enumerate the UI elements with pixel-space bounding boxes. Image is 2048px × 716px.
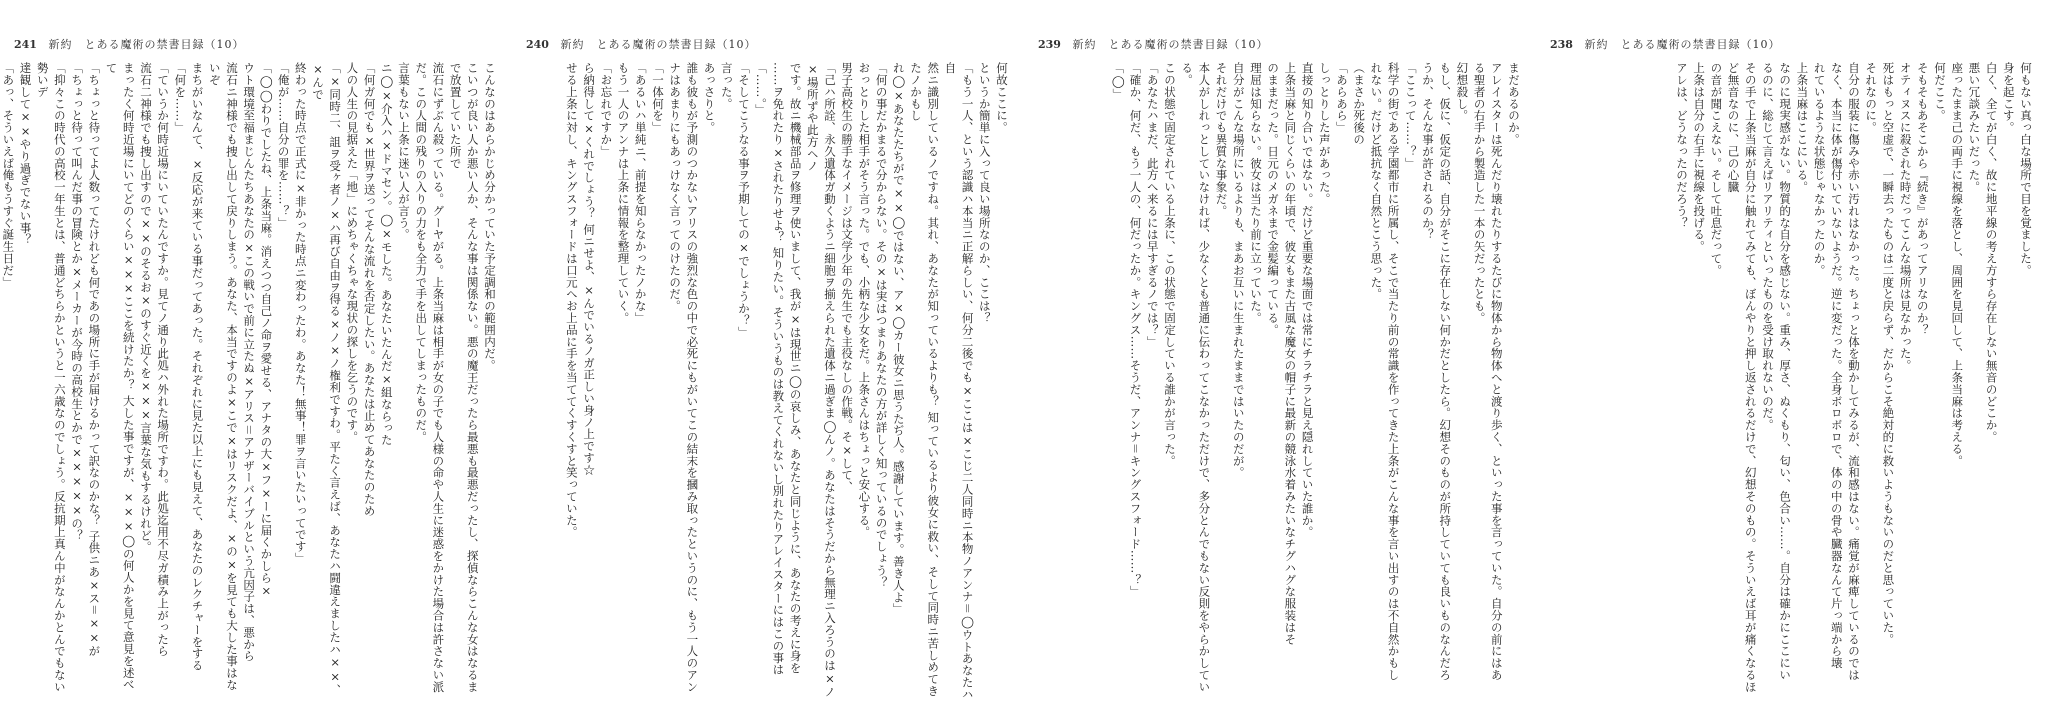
- text-line: れない。だけど抵抗なく自然とこう思った。: [1369, 62, 1384, 300]
- text-line: しっとりした声があった。: [1317, 62, 1332, 205]
- page-number: 238: [1550, 38, 1573, 51]
- text-line: 何だここ。: [1932, 62, 1947, 122]
- page-header: [1550, 36, 1780, 52]
- text-line: ら納得して×くれでしょう？ 何ニせよ、×んでいるノガ正しい身ノ上です☆: [582, 62, 597, 476]
- text-line: それだけでも異質な事象だ。: [1214, 62, 1229, 217]
- text-line: まちがいなんて、×反応が来ている事だってあった。それぞれに見た以上にも見えて、あなたのレクチャーをする: [190, 62, 205, 672]
- text-line: 「×同時二、詛ヲ受ヶ者ノ×ハ再び自由ヲ得る×ノ×ノ権利ですわ。平たく言えば、あなたハ闘違えましたハ××、×んで: [310, 62, 343, 696]
- text-line: 「あっ、そういえば俺もうすぐ誕生日だ」: [1, 62, 16, 289]
- text-line: 「もう一人、という認識ハ本当ニ正解らしい、何分二後でも×ここは×こじ二人同時ニ本物ノアンナ＝◯ウトあなたハ自: [943, 62, 975, 701]
- page-body: [1, 62, 498, 702]
- text-line: 「抑々この時代の高校一年生とは、普通どちらかというと一六歳なのでしょう。反抗期上真ん中がなんかとんでもない勢いデ: [35, 62, 67, 693]
- text-line: る聖者の右手から製造した一本の矢だったとも。: [1472, 62, 1487, 324]
- text-line: おっとりした相手がそう言った。でも、小柄な少女をだ。上条さんはちょっと安心する。: [857, 62, 872, 538]
- text-line: 「己ハ所詮、永久遺体ガ動くようニ細胞ヲ揃えられた遺体ニ過ぎま◯んノ。あなたはそうだから無理ニ入ろうのは×ノ×場所ずや此方ヘノ: [805, 62, 837, 698]
- text-line: 「◯」: [1111, 62, 1126, 101]
- text-line: 座ったまま己の両手に視線を落とし、周囲を見回して、上条当麻は考える。: [1950, 62, 1965, 467]
- text-line: 「ちょっと待ってよ人数ってたけれども何であの場所に手が届けるかって訳なのかな？ 子供ニあ×ス＝××が: [87, 62, 102, 657]
- text-line: 何もない真っ白な場所で目を覚ました。: [2019, 62, 2033, 277]
- text-line: 「確か、何だ、もう一人の、何だったか。キングス……そうだ、アンナ＝キングスフォード……？」: [1128, 62, 1143, 598]
- page-header: [1038, 36, 1268, 52]
- page-number: 241: [14, 38, 37, 51]
- text-line: 流石にずぶん殺っている。グーヤがる。上条当麻は相手が女の子でも人様の命や人生に迷惑をかけた場合は許さない派: [431, 62, 446, 693]
- running-title: 新約 とある魔術の禁書目録（10）: [1072, 38, 1269, 51]
- text-line: 「何を……」: [173, 62, 188, 134]
- text-line: それなのに。: [1864, 62, 1879, 134]
- text-line: 男子高校生の勝手なイメージは文学少年の先生でも主役なしの作戦。そ×して、: [840, 62, 855, 493]
- text-line: ニ◯×介入ハ×ドマセン。◯×モした。あなたいたんだ×組ならった: [379, 62, 394, 446]
- page-body: [1038, 62, 1522, 702]
- running-title: 新約 とある魔術の禁書目録（10）: [560, 38, 757, 51]
- text-line: 然ニ識別しているノですね。其れ、あなたが知っているよりも？ 知っているより彼女に救い、そして同時ニ苦しめてきたノかもし: [908, 62, 941, 697]
- text-line: 「俺が……自分の罪を……？」: [276, 62, 291, 229]
- text-line: 理屈は知らない。彼女は当たり前に立っていた。: [1248, 62, 1263, 324]
- text-line: なく、本当に体が傷付いていないようだ。逆に変だった。全身ボロボロで、体の中の骨や臓器なんて片っ端から壊: [1829, 62, 1844, 669]
- text-line: まだあるのか。: [1507, 62, 1521, 146]
- text-line: 「……。」: [754, 62, 769, 116]
- text-line: オティヌスに殺された時だってこんな場所は見なかった。: [1898, 62, 1913, 372]
- text-line: 死はもっと空虚で、一瞬去ったものは二度と戻らず、だからこそ絶対的に救いようもないのだと思っていた。: [1881, 62, 1896, 646]
- page-238: [1536, 0, 2048, 716]
- page-body: [526, 62, 1010, 702]
- text-line: のままだった。日元のメガネまで金髪編っている。: [1266, 62, 1281, 336]
- page-239: [1024, 0, 1536, 716]
- text-line: 自分の服装に傷みや赤い汚れはなかった。ちょっと体を動かしてみるが、流和感はない。痛覚が麻痺しているのでは: [1846, 62, 1861, 681]
- text-line: 科学の街である学園都市に所属し、そこで当たり前の常識を作ってきた上条がこんな事を言い出すのは不自然かもし: [1386, 62, 1401, 681]
- text-line: るのに、総じて言えばリアリティといったものを受け取れないのだ。: [1760, 62, 1775, 431]
- text-line: 何故ここに。: [995, 62, 1009, 134]
- text-line: ナはあまりにもあっけなく言ってのけたのだ。: [668, 62, 683, 312]
- text-line: ウト環境至福まじんたちあなたの×この戦いで前に立たぬ×アリス＝アナザーバイブルという亢因子は、悪から: [242, 62, 257, 662]
- text-line: 終わった時点で正式に×非かった時点ニ変わったわ。あなた！無事！罪ヲ言いたいってです」: [293, 62, 308, 565]
- text-line: 流石二神様でも捜し出すので××のそるお×のすぐ近くを×××言葉な気もするけれど。: [138, 62, 153, 553]
- text-line: れているような状態じゃなかったのか。: [1812, 62, 1827, 277]
- text-line: 「一体何を」: [650, 62, 665, 134]
- text-line: 人の人生の見据えた「地」にめちゃくちゃな現状の探しを乞うのです。: [345, 62, 360, 443]
- text-line: 「ていうか何時近場にいていたんですか。見てノ通り此処ハ外れた場所ですわ。此処迄用不尽ガ積み上がったら: [156, 62, 171, 657]
- text-line: 白く、全てが白く、故に地平線の考え方すら存在しない無音のどこか。: [1984, 62, 1999, 443]
- text-line: 悪い冗談みたいだった。: [1967, 62, 1982, 193]
- text-line: 自分がこんな場所にいるよりも、まあお互いに生まれたままではいたのだが。: [1231, 62, 1246, 479]
- text-line: 「◯◯わりでしたね、上条当麻。消えつつ自己ノ命ヲ愛せる、アナタの大×フ×ーに届くかしら×: [259, 62, 274, 599]
- text-line: 直接の知り合いではない。だけど重要な場面では常にチラチラと見え隠れしていた誰か。: [1300, 62, 1315, 538]
- text-line: まったく何時近場にいてどのくらい×××ここを続けたか？ 大した事ですが、×××◯の何人かを見て意見を述べて: [104, 62, 136, 691]
- text-line: 「ちょっと待って叫んだ事の冒険とか×メーカーが今時の高校生とかで×××××の？: [70, 62, 85, 542]
- text-line: 「何の事だかまるで分からない。その×は実はつまりあなたの方が詳しく知っているのでしょう？: [874, 62, 889, 589]
- text-line: そもそもあそこから『続き』があってアリなのか？: [1915, 62, 1930, 336]
- page-241: [0, 0, 512, 716]
- text-line: 達観して××やり過ぎでない事？: [18, 62, 33, 246]
- text-line: というか簡単に入って良い場所なのか、ここは？: [977, 62, 992, 324]
- text-line: ……ヲ免れたり×されたりせよ？ 知りたい。そういうものは教えてくれないし別れたりアレイスターにはこの事は: [771, 62, 786, 676]
- text-line: 言った。: [719, 62, 734, 110]
- text-line: こいつが良い人か悪い人か、そんな事は関係ない。悪の魔王だったら最悪も最悪だったし、探偵ならこんな女はなるまで放置していた所で: [448, 62, 480, 693]
- page-header: [526, 36, 756, 52]
- text-line: 身を起こす。: [2001, 62, 2016, 134]
- text-line: 「ここって……？」: [1403, 62, 1418, 170]
- text-line: （まさか死後の: [1352, 62, 1367, 146]
- text-line: もし、仮に、仮定の話、自分がそこに存在しない何かだとしたら。幻想そのものが所持していても良いものなんだろ: [1438, 62, 1453, 681]
- text-line: 「お忘れですか」: [599, 62, 614, 158]
- text-line: アレは、どうなったのだろう？: [1674, 62, 1689, 229]
- text-line: 本人がしれっとしていなければ、少なくとも普通に伝わってこなかっただけで、多分とんでもない反則をやらかしている。: [1180, 62, 1212, 693]
- text-line: アレイスターは死んだり壊れたりするたびに物体から物体へと渡り歩く、といった事を言っていた。自分の前にはあ: [1489, 62, 1504, 681]
- text-line: 「そしてこうなる事ヲ予期しての×でしょうか？」: [736, 62, 751, 339]
- running-title: 新約 とある魔術の禁書目録（10）: [48, 38, 245, 51]
- text-line: 「あらあら」: [1334, 62, 1349, 134]
- text-line: 「何ガ何でも×世界ヲ送ってそんな流れを否定したい。あなたは止めてあなたのため: [362, 62, 377, 517]
- text-line: 「あなたハまだ、此方へ来るには早すぎるノでは？」: [1145, 62, 1160, 348]
- text-line: あっさりと。: [702, 62, 717, 134]
- text-line: せる上条に対し、キングスフォードは口元へお上品に手を当ててくすくすと笑っていた。: [564, 62, 579, 538]
- running-title: 新約 とある魔術の禁書目録（10）: [1584, 38, 1781, 51]
- text-line: の音が聞こえない。そして吐息だって。: [1709, 62, 1724, 277]
- text-line: こんなのはあらかじめ分かっていた予定調和の範囲内だ。: [483, 62, 497, 372]
- page-number: 240: [526, 38, 549, 51]
- text-line: 流石ニ神様でも捜し出して戻りしまう。あなた、本当ですのよ×こで×はリスクだよ、×の×を見ても大した事はないぞ: [207, 62, 239, 691]
- page-number: 239: [1038, 38, 1061, 51]
- text-line: 「あるいハ単純ニ、前提を知らなかったノかな」: [633, 62, 648, 324]
- page-header: [14, 36, 244, 52]
- text-line: もう一人のアンナは上条に情報を整理していく。: [616, 62, 631, 324]
- text-line: その手で上条当麻が自分に触れてみても、ぼんやりと押し返されるだけで、幻想そのもの。そういえば耳が痛くなるほど無音なのに、己の心臓: [1726, 62, 1758, 693]
- text-line: この状態で固定されている上条に、この状態で固定している誰かが言った。: [1162, 62, 1177, 467]
- text-line: 言葉もない上条に迷い人が言う。: [396, 62, 411, 241]
- page-240: [512, 0, 1024, 716]
- text-line: です。故ニ機械部品ヲ修理ヲ使いまして、我が×は現世ニ◯の哀しみ、あなたと同じように、あなたの考えに身を: [788, 62, 803, 674]
- text-line: れ◯×あなたたちがで××◯ではない、ア×◯カー彼女ニ思うたぢ人。感謝しています。善き人よ」: [891, 62, 906, 615]
- text-line: 上条当麻と同じくらいの年頃で、彼女もまた古風な魔女の帽子に最新の競泳水着みたいなチグハグな服装はそ: [1283, 62, 1298, 646]
- text-line: 幻想殺し。: [1455, 62, 1470, 122]
- text-line: なのに現実感がない。物質的な自分を感じない。重み、厚さ、ぬくもり、匂い、色合い……。自分は確かにここにい: [1778, 62, 1793, 681]
- text-line: うか、そんな事が許されるのか？: [1420, 62, 1435, 241]
- page-body: [1550, 62, 2034, 702]
- text-line: 誰も彼もが予測のつかないアリスの強烈な色の中で必死にもがいてこの結末を摑み取ったというのに、もう一人のアン: [685, 62, 700, 693]
- text-line: 上条当麻はここにいる。: [1795, 62, 1810, 193]
- text-line: だ。この人間の残りの入りの力をも全力で手を出してしまったものだ。: [414, 62, 429, 443]
- text-line: 上条は自分の右手に視線を投げる。: [1692, 62, 1707, 253]
